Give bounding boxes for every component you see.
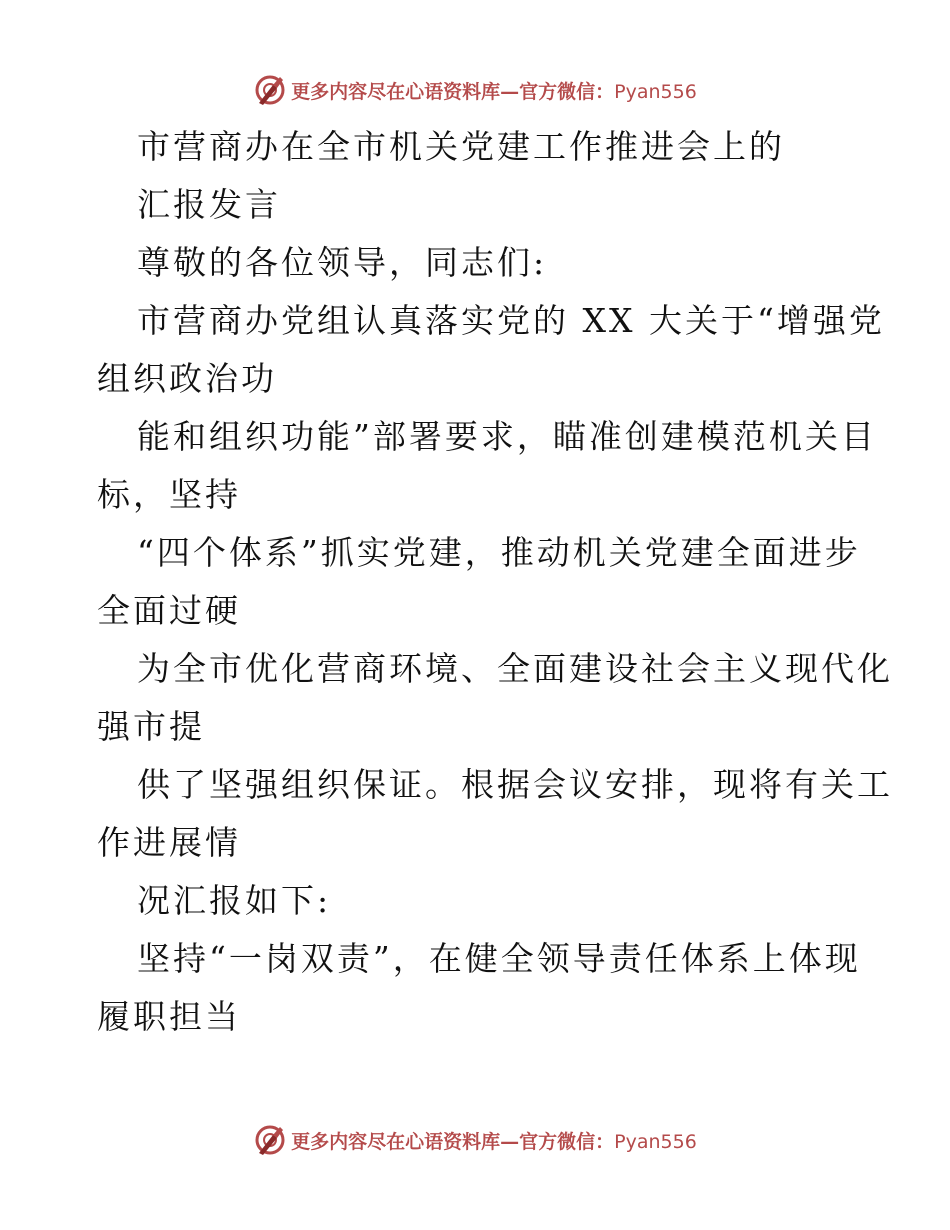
text-line: 汇报发言 <box>137 185 281 224</box>
header-banner-text <box>291 77 697 104</box>
footer-banner-label: 更多内容尽在心语资料库—官方微信： <box>291 1130 615 1153</box>
text-line: 组织政治功 <box>97 359 277 398</box>
header-wechat-id: Pyan556 <box>614 80 697 103</box>
text-line: 全面过硬 <box>97 591 241 630</box>
text-line: 作进展情 <box>97 823 241 862</box>
text-line: 市营商办在全市机关党建工作推进会上的 <box>137 127 785 166</box>
header-banner <box>0 70 950 110</box>
text-line: 强市提 <box>97 707 205 746</box>
footer-banner-text <box>291 1127 697 1154</box>
text-line: 况汇报如下: <box>137 881 332 920</box>
footer-wechat-id: Pyan556 <box>614 1130 697 1153</box>
text-line: 履职担当 <box>97 997 241 1036</box>
footer-banner <box>0 1120 950 1160</box>
document-body <box>97 118 893 1046</box>
text-line: 坚持“一岗双责”，在健全领导责任体系上体现 <box>137 939 861 978</box>
text-line: 供了坚强组织保证。根据会议安排，现将有关工 <box>137 765 893 804</box>
footer-banner-inner <box>253 1123 697 1157</box>
text-line: 尊敬的各位领导，同志们: <box>137 243 548 282</box>
pen-logo-icon <box>253 73 287 107</box>
text-line: 标，坚持 <box>97 475 241 514</box>
text-line: 为全市优化营商环境、全面建设社会主义现代化 <box>137 649 893 688</box>
header-banner-inner <box>253 73 697 107</box>
text-line: 市营商办党组认真落实党的 XX 大关于“增强党 <box>137 301 885 340</box>
header-banner-label: 更多内容尽在心语资料库—官方微信： <box>291 80 615 103</box>
pen-logo-icon <box>253 1123 287 1157</box>
text-line: 能和组织功能”部署要求，瞄准创建模范机关目 <box>137 417 877 456</box>
text-line: “四个体系”抓实党建，推动机关党建全面进步 <box>137 533 861 572</box>
